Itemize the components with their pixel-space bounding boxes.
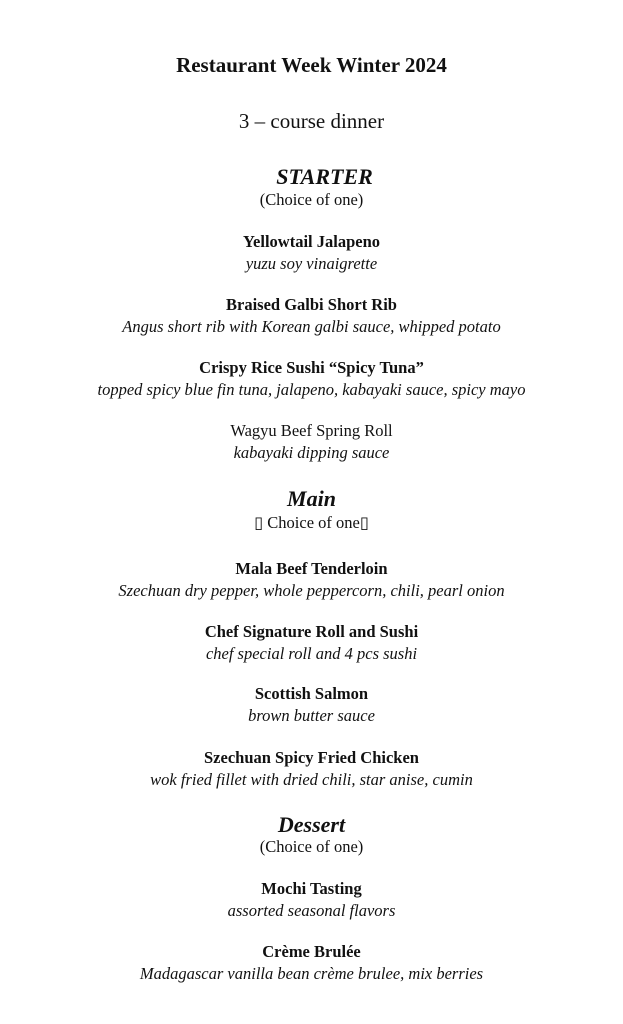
dish-name: Mochi Tasting — [261, 879, 362, 898]
dish-name: Wagyu Beef Spring Roll — [230, 421, 393, 440]
section-heading-main: Main — [287, 486, 336, 511]
dish-description: assorted seasonal flavors — [227, 901, 396, 920]
dish-description: Angus short rib with Korean galbi sauce, whipped potato — [122, 317, 501, 336]
dish-name: Mala Beef Tenderloin — [235, 559, 388, 578]
dish-description: chef special roll and 4 pcs sushi — [205, 644, 418, 663]
dessert-choice-note: (Choice of one) — [259, 837, 364, 856]
starter-choice-note: (Choice of one) — [259, 190, 364, 209]
dish-description: topped spicy blue fin tuna, jalapeno, kabayaki sauce, spicy mayo — [97, 380, 526, 399]
menu-subtitle: 3 – course dinner — [238, 109, 385, 133]
section-heading-dessert: Dessert — [277, 812, 346, 837]
dish-name: Crispy Rice Sushi “Spicy Tuna” — [199, 358, 424, 377]
dish-name: Crème Brulée — [262, 942, 361, 961]
dish-name: Scottish Salmon — [254, 684, 369, 703]
dish-description: Madagascar vanilla bean crème brulee, mix berries — [139, 964, 484, 983]
dish-name: Braised Galbi Short Rib — [226, 295, 397, 314]
dish-name: Szechuan Spicy Fried Chicken — [204, 748, 419, 767]
dish-description: Szechuan dry pepper, whole peppercorn, chili, pearl onion — [118, 581, 505, 600]
dish-description: yuzu soy vinaigrette — [245, 254, 378, 273]
dish-name: Chef Signature Roll and Sushi — [204, 622, 419, 641]
dish-name: Yellowtail Jalapeno — [242, 232, 381, 251]
dish-description: brown butter sauce — [248, 706, 375, 725]
section-heading-starter: STARTER — [276, 164, 373, 189]
main-choice-note: ▯ Choice of one▯ — [254, 513, 369, 532]
dish-description: kabayaki dipping sauce — [233, 443, 390, 462]
page-title: Restaurant Week Winter 2024 — [176, 53, 447, 77]
dish-description: wok fried fillet with dried chili, star anise, cumin — [150, 770, 473, 789]
